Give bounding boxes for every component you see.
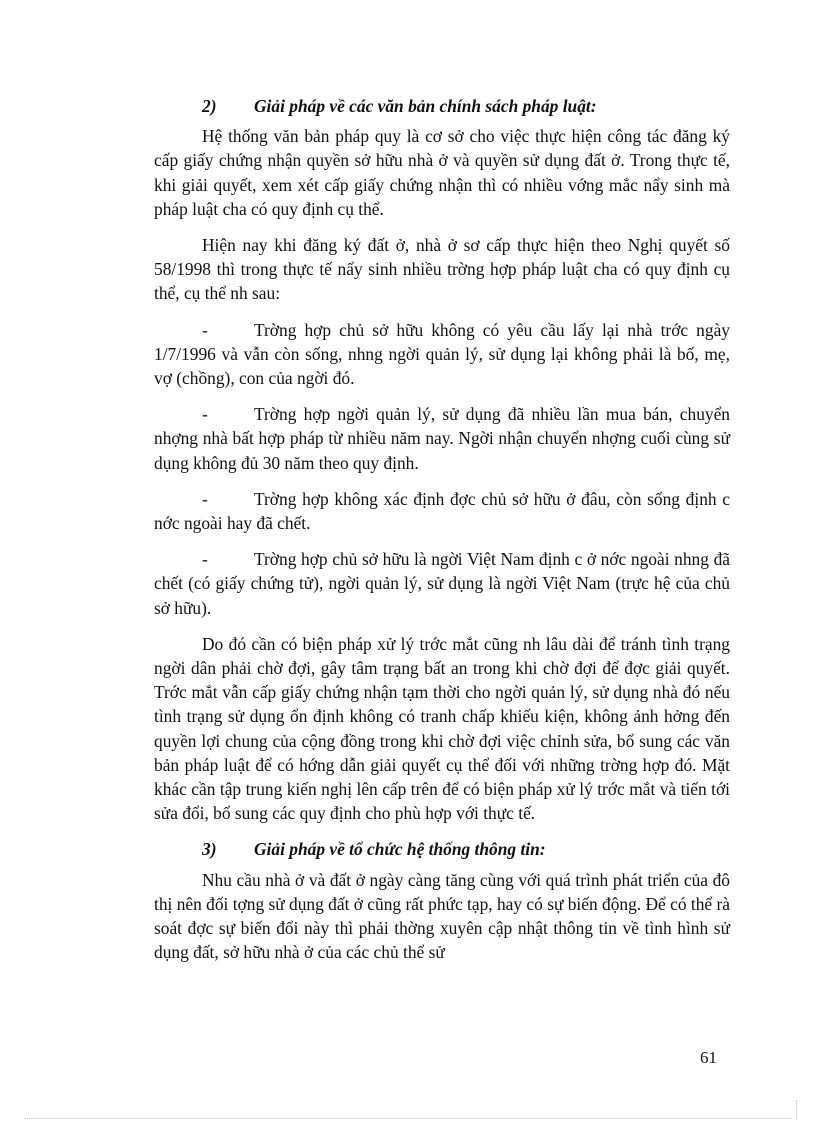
section-title: Giải pháp về các văn bản chính sách pháp luật: (254, 96, 597, 116)
bullet-item (154, 547, 730, 620)
section-title: Giải pháp về tổ chức hệ thống thông tin: (254, 839, 546, 860)
page-number: 61 (700, 1048, 717, 1067)
bullet-item (154, 487, 730, 535)
bullet-marker: - (202, 319, 208, 340)
bullet-text: Trờng hợp chủ sở hữu là ngời Việt Nam định c ở nớc ngoài nhng đã chết (có giấy chứng tử), ngời quản lý, sử dụng là ngời Việt Nam (trực hệ của chủ sở hữu). (154, 549, 730, 618)
paragraph: Hệ thống văn bản pháp quy là cơ sở cho việc thực hiện công tác đăng ký cấp giấy chứng nhận quyền sở hữu nhà ở và quyền sử dụng đất ở. Trong thực tế, khi giải quyết, xem xét cấp giấy chứng nhận thì có nhiều vớng mắc nẩy sinh mà pháp luật cha có quy định cụ thể. (154, 126, 730, 219)
bullet-item (154, 402, 730, 475)
paragraph: Do đó cần có biện pháp xử lý trớc mắt cũng nh lâu dài để tránh tình trạng ngời dân phải chờ đợi, gây tâm trạng bất an trong khi chờ đợi để đợc giải quyết. Trớc mắt vẫn cấp giấy chứng nhận tạm thời cho ngời quản lý, sử dụng nhà đó nếu tình trạng sử dụng ổn định không có tranh chấp khiếu kiện, không ảnh hởng đến quyền lợi chung của cộng đồng trong khi chờ đợi việc chỉnh sửa, bổ sung các văn bản pháp luật để có hớng dẫn giải quyết cụ thể đối với những trờng hợp đó. Mặt khác cần tập trung kiến nghị lên cấp trên để có biện pháp xử lý trớc mắt và tiến tới sửa đổi, bổ sung các quy định cho phù hợp với thực tế. (154, 633, 730, 824)
section-heading-2 (154, 94, 730, 118)
section-number: 3) (202, 839, 217, 860)
bullet-marker: - (202, 549, 208, 570)
section-heading-3 (154, 837, 730, 861)
section-number: 2) (202, 96, 217, 116)
paragraph: Hiện nay khi đăng ký đất ở, nhà ở sơ cấp thực hiện theo Nghị quyết số 58/1998 thì trong thực tế nẩy sinh nhiều trờng hợp pháp luật cha có quy định cụ thể, cụ thể nh sau: (154, 235, 730, 304)
bullet-text: Trờng hợp không xác định đợc chủ sở hữu ở đâu, còn sống định c nớc ngoài hay đã chết. (154, 488, 730, 534)
bullet-text: Trờng hợp chủ sở hữu không có yêu cầu lấy lại nhà trớc ngày 1/7/1996 và vẫn còn sống, nhng ngời quản lý, sử dụng lại không phải là bố, mẹ, vợ (chồng), con của ngời đó. (154, 319, 730, 389)
bullet-marker: - (202, 404, 208, 425)
bullet-text: Trờng hợp ngời quản lý, sử dụng đã nhiều lần mua bán, chuyển nhợng nhà bất hợp pháp từ nhiều năm nay. Ngời nhận chuyển nhợng cuối cùng sử dụng không đủ 30 năm theo quy định. (154, 404, 730, 473)
page-border-right (796, 1100, 797, 1120)
page-content (154, 94, 730, 977)
paragraph: Nhu cầu nhà ở và đất ở ngày càng tăng cùng với quá trình phát triển của đô thị nên đối tợng sử dụng đất ở cũng rất phức tạp, hay có sự biến động. Để có thể rà soát đợc sự biến đổi này thì phải thờng xuyên cập nhật thông tin về tình hình sử dụng đất, sở hữu nhà ở của các chủ thể sử (154, 869, 730, 963)
page-border-bottom (24, 1118, 792, 1119)
bullet-item (154, 318, 730, 391)
bullet-marker: - (202, 488, 208, 509)
